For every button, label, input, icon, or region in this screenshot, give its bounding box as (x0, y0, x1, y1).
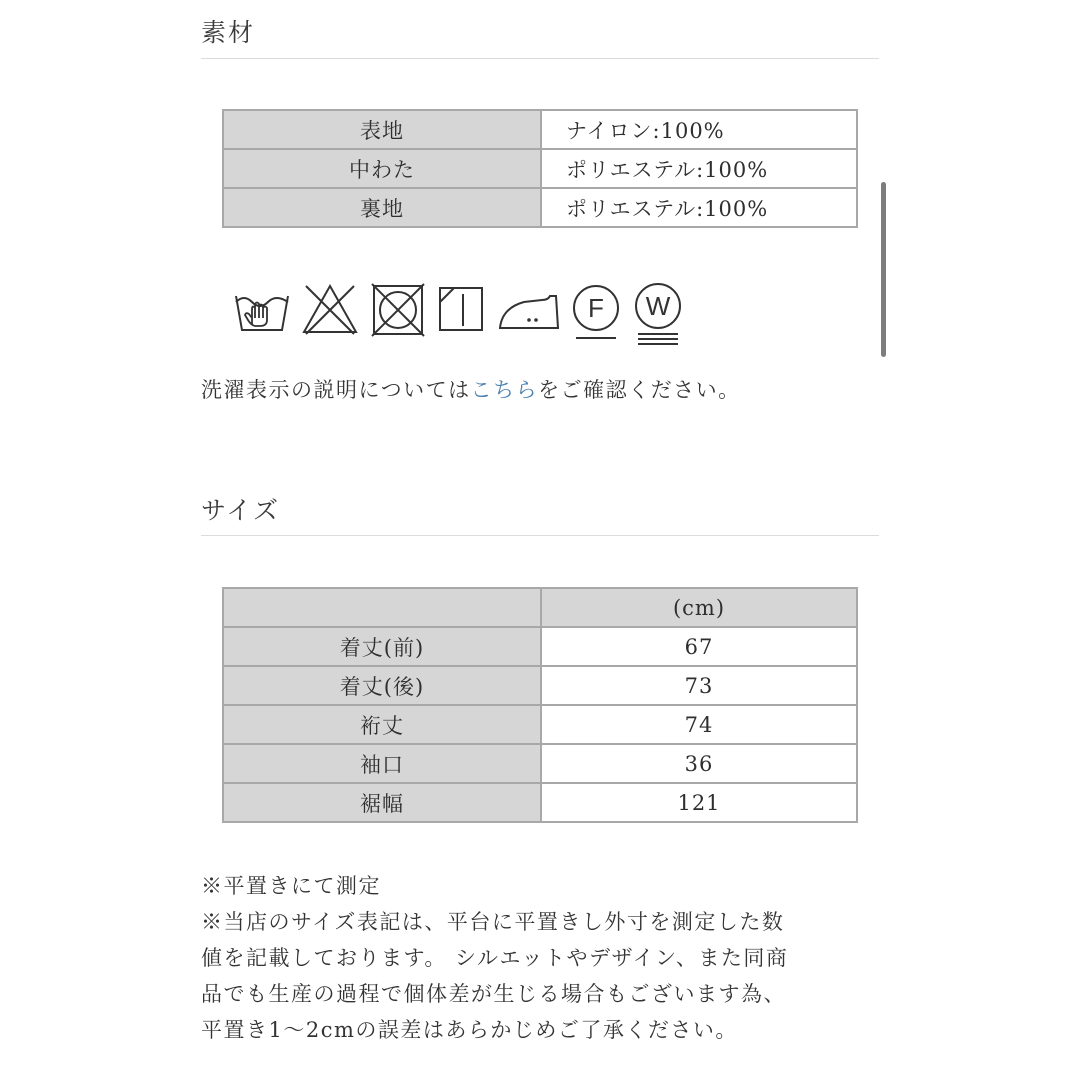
table-row (223, 110, 857, 149)
size-value-cell: 36 (541, 744, 857, 783)
size-value-cell: 121 (541, 783, 857, 822)
care-note-text: 洗濯表示の説明については (201, 378, 471, 402)
material-label-cell: 中わた (223, 149, 541, 188)
drip-dry-shade-icon (436, 280, 488, 340)
size-note-line: 品でも生産の過程で個体差が生じる場合もございます為、 (201, 982, 786, 1006)
size-divider (201, 535, 879, 536)
table-row (223, 188, 857, 227)
material-value-cell: ポリエステル:100% (541, 149, 857, 188)
size-value-cell: 73 (541, 666, 857, 705)
size-note-line: 値を記載しております。 シルエットやデザイン、また同商 (201, 946, 789, 970)
size-notes (201, 868, 871, 1048)
material-table (222, 109, 858, 228)
size-header-label-cell (223, 588, 541, 627)
size-label-cell: 裾幅 (223, 783, 541, 822)
material-section-title: 素材 (201, 18, 256, 47)
table-row (223, 627, 857, 666)
hand-wash-icon (232, 280, 292, 340)
iron-low-icon (496, 280, 562, 340)
material-label-cell: 表地 (223, 110, 541, 149)
size-table (222, 587, 858, 823)
table-row (223, 705, 857, 744)
material-value-cell: ナイロン:100% (541, 110, 857, 149)
no-tumble-dry-icon (368, 280, 428, 340)
size-note-line: ※平置きにて測定 (201, 874, 381, 898)
care-note (201, 374, 741, 404)
scrollbar-thumb[interactable] (881, 182, 886, 357)
size-value-cell: 67 (541, 627, 857, 666)
material-label-cell: 裏地 (223, 188, 541, 227)
size-unit-cell: (cm) (541, 588, 857, 627)
dry-clean-letter: F (588, 293, 604, 323)
size-note-line: ※当店のサイズ表記は、平台に平置きし外寸を測定した数 (201, 910, 785, 934)
material-value-cell: ポリエステル:100% (541, 188, 857, 227)
size-label-cell: 裄丈 (223, 705, 541, 744)
table-row (223, 149, 857, 188)
table-header-row (223, 588, 857, 627)
dry-clean-f-icon (570, 280, 624, 346)
care-guide-link[interactable]: こちら (470, 378, 539, 402)
table-row (223, 783, 857, 822)
care-note-text-end: をご確認ください。 (538, 378, 741, 402)
size-section-title: サイズ (201, 496, 281, 525)
size-label-cell: 袖口 (223, 744, 541, 783)
no-bleach-icon (300, 280, 360, 340)
care-icons-row (232, 280, 694, 346)
table-row (223, 666, 857, 705)
wet-clean-letter: W (645, 291, 671, 321)
material-divider (201, 58, 879, 59)
size-note-line: 平置き1〜2cmの誤差はあらかじめご了承ください。 (201, 1018, 738, 1042)
size-label-cell: 着丈(後) (223, 666, 541, 705)
table-row (223, 744, 857, 783)
size-value-cell: 74 (541, 705, 857, 744)
wet-clean-w-icon (632, 280, 686, 346)
size-label-cell: 着丈(前) (223, 627, 541, 666)
